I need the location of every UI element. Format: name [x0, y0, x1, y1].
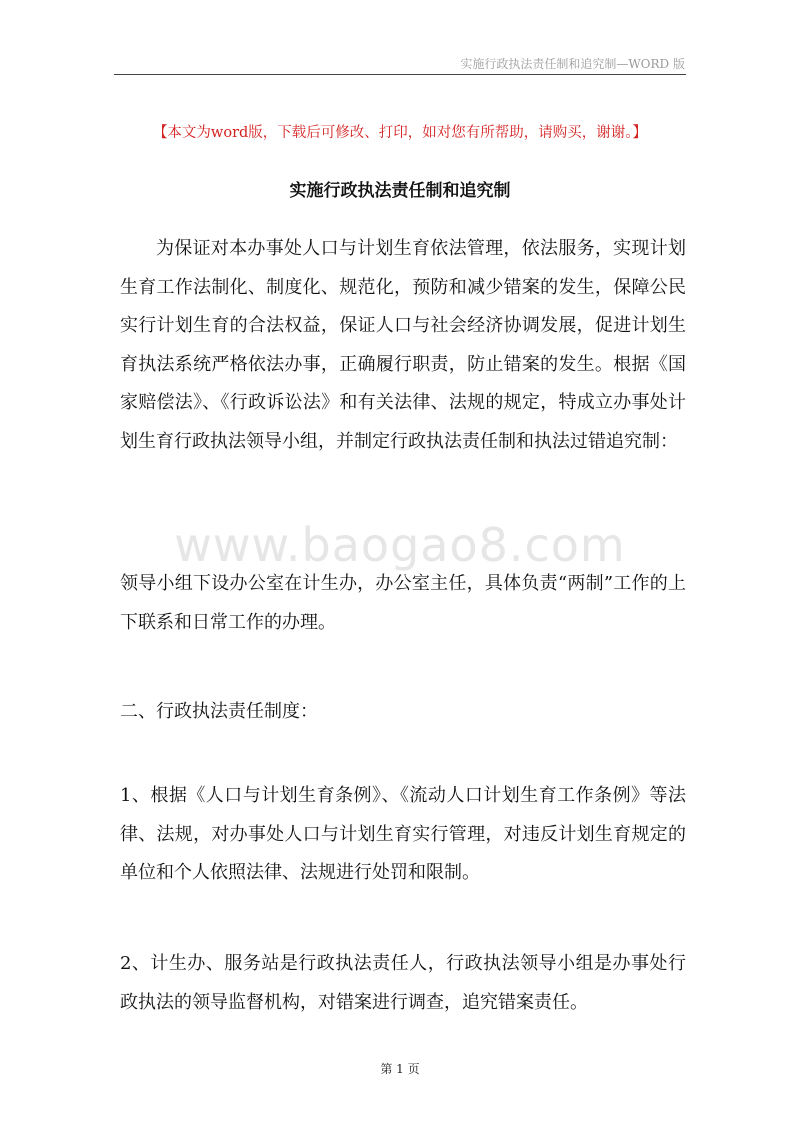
paragraph-item-2: 2、计生办、服务站是行政执法责任人，行政执法领导小组是办事处行政执法的领导监督机构，对错案进行调查，追究错案责任。 [120, 953, 686, 1013]
page-number: 第 1 页 [380, 1062, 420, 1076]
paragraph-intro: 为保证对本办事处人口与计划生育依法管理，依法服务，实现计划生育工作法制化、制度化、规范化，预防和减少错案的发生，保障公民实行计划生育的合法权益，保证人口与社会经济协调发展，促进计划生育执法系统严格依法办事，正确履行职责，防止错案的发生。根据《国家赔偿法》、《行政诉讼法》和有关法律、法规的规定，特成立办事处计划生育行政执法领导小组，并制定行政执法责任制和执法过错追究制： [120, 238, 686, 452]
document-header: 实施行政执法责任制和追究制—WORD 版 [460, 57, 685, 71]
purchase-notice: 【本文为word版，下载后可修改、打印，如对您有所帮助，请购买，谢谢。】 [152, 125, 648, 141]
paragraph-item-1: 1、根据《人口与计划生育条例》、《流动人口计划生育工作条例》等法律、法规，对办事处人口与计划生育实行管理，对违反计划生育规定的单位和个人依照法律、法规进行处罚和限制。 [120, 785, 686, 883]
document-title: 实施行政执法责任制和追究制 [289, 181, 511, 201]
header-divider [114, 74, 686, 75]
section-heading: 二、行政执法责任制度： [120, 701, 318, 722]
paragraph-office: 领导小组下设办公室在计生办，办公室主任，具体负责“两制”工作的上下联系和日常工作的办理。 [120, 573, 686, 633]
watermark: www.baogao8.com [174, 518, 626, 572]
